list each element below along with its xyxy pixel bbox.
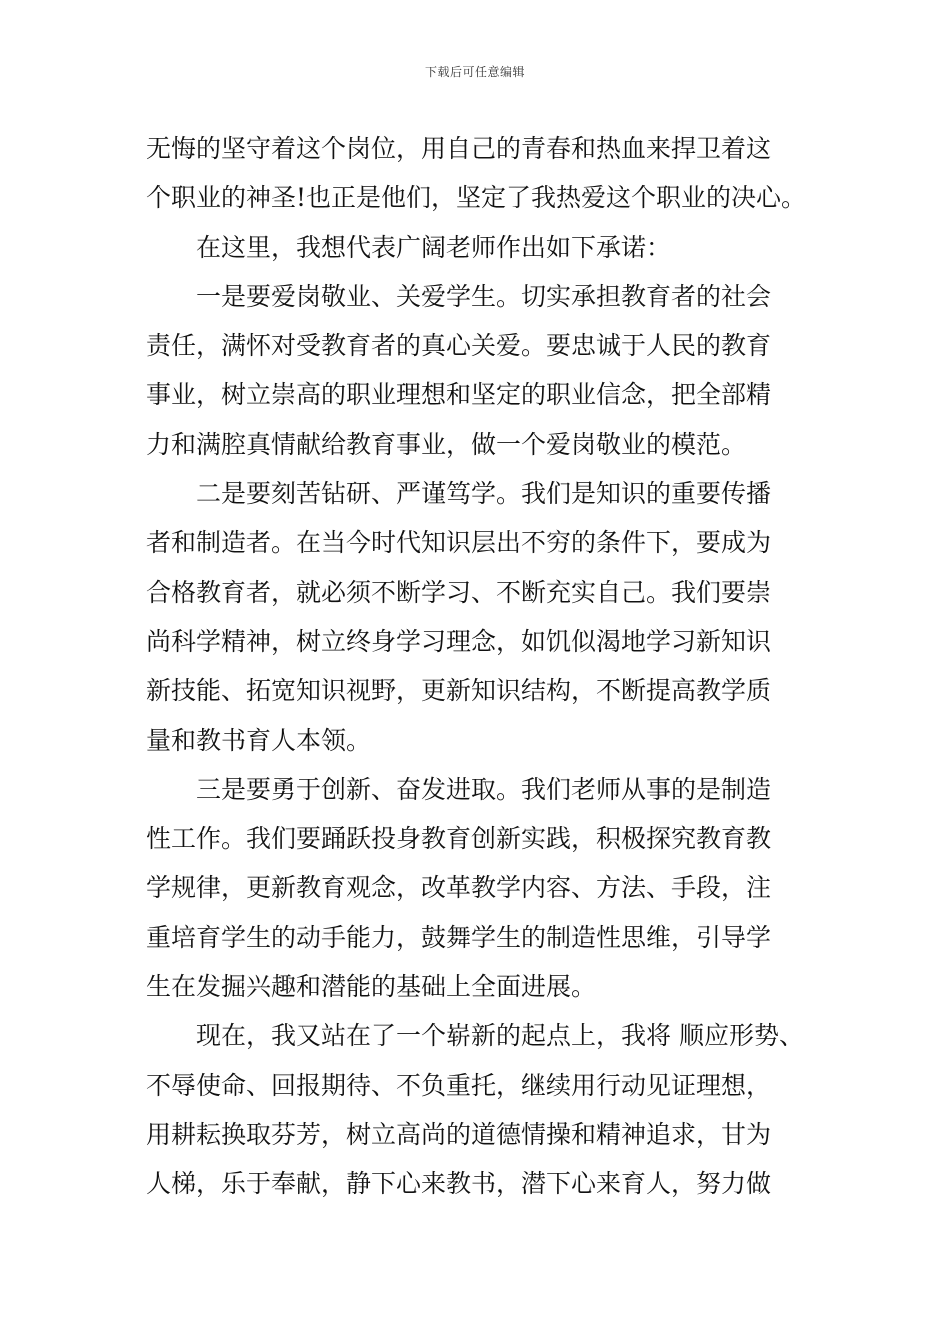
text-line: 力和满腔真情献给教育事业，做一个爱岗敬业的模范。 <box>146 429 747 459</box>
text-line: 无悔的坚守着这个岗位，用自己的青春和热血来捍卫着这 <box>146 134 772 163</box>
text-line: 人梯，乐于奉献，静下心来教书，潜下心来育人，努力做 <box>146 1169 772 1199</box>
text-line: 量和教书育人本领。 <box>146 725 372 755</box>
text-line: 责任，满怀对受教育者的真心关爱。要忠诚于人民的教育 <box>146 331 772 361</box>
text-line: 尚科学精神，树立终身学习理念，如饥似渴地学习新知识 <box>146 626 772 656</box>
text-line: 用耕耘换取芬芳，树立高尚的道德情操和精神追求，甘为 <box>146 1119 772 1149</box>
text-line: 重培育学生的动手能力，鼓舞学生的制造性思维，引导学 <box>146 922 772 952</box>
text-line: 不辱使命、回报期待、不负重托，继续用行动见证理想， <box>146 1070 772 1100</box>
text-line: 一是要爱岗敬业、关爱学生。切实承担教育者的社会 <box>196 281 772 311</box>
text-line: 性工作。我们要踊跃投身教育创新实践，积极探究教育教 <box>146 824 772 854</box>
text-line: 三是要勇于创新、奋发进取。我们老师从事的是制造 <box>196 774 772 804</box>
text-line: 现在，我又站在了一个崭新的起点上，我将 顺应形势、 <box>196 1021 804 1051</box>
text-line: 学规律，更新教育观念，改革教学内容、方法、手段，注 <box>146 873 772 903</box>
text-line: 事业，树立崇高的职业理想和坚定的职业信念，把全部精 <box>146 380 772 410</box>
document-body <box>146 124 810 1209</box>
text-line: 合格教育者，就必须不断学习、不断充实自己。我们要崇 <box>146 577 772 607</box>
text-line: 者和制造者。在当今时代知识层出不穷的条件下，要成为 <box>146 528 772 558</box>
text-line: 二是要刻苦钻研、严谨笃学。我们是知识的重要传播 <box>196 479 772 509</box>
page-header: 下载后可任意编辑 <box>424 65 525 79</box>
text-line: 生在发掘兴趣和潜能的基础上全面进展。 <box>146 972 597 1002</box>
text-line: 新技能、拓宽知识视野，更新知识结构，不断提高教学质 <box>146 676 772 706</box>
text-line: 在这里，我想代表广阔老师作出如下承诺： <box>196 232 672 262</box>
text-line: 个职业的神圣!也正是他们，坚定了我热爱这个职业的决心。 <box>146 183 807 213</box>
